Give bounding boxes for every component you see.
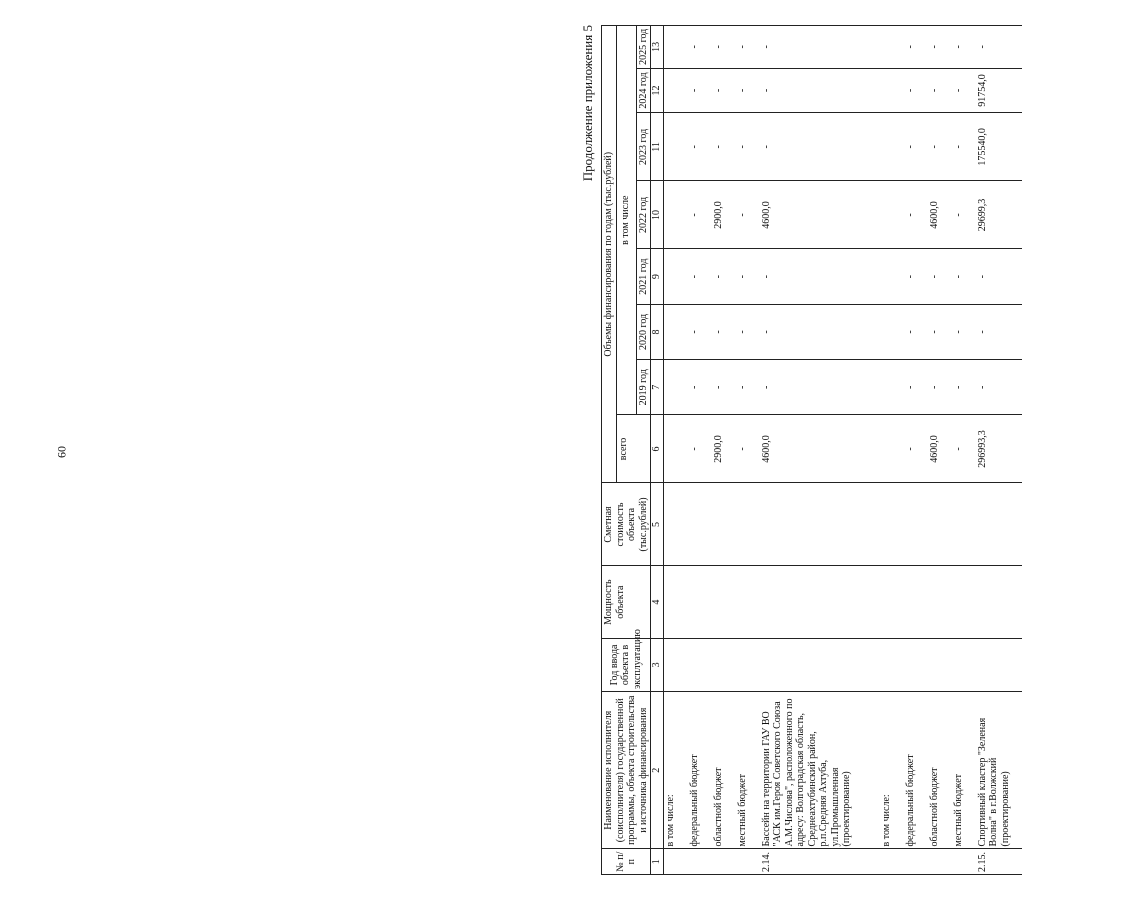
row-cell: -	[688, 68, 712, 113]
row-cell: -	[952, 181, 976, 249]
table-row	[976, 26, 1022, 875]
colnum-5: 5	[651, 483, 664, 566]
row-cell: -	[904, 360, 928, 415]
row-cell: -	[736, 360, 760, 415]
row-cell	[663, 360, 688, 415]
row-cell	[976, 483, 1022, 566]
row-cell: 4600,0	[928, 415, 952, 483]
colnum-10: 10	[651, 181, 664, 249]
row-cell: -	[736, 415, 760, 483]
colnum-2: 2	[651, 692, 664, 849]
row-index	[712, 849, 736, 875]
colnum-1: 1	[651, 849, 664, 875]
row-cell: 2900,0	[712, 415, 736, 483]
row-cell	[736, 638, 760, 691]
row-cell: -	[688, 249, 712, 304]
row-cell	[712, 566, 736, 638]
header-name: Наименование исполнителя (соисполнителя) государственной программы, объекта строительства и источника финансирования	[602, 692, 651, 849]
colnum-6: 6	[651, 415, 664, 483]
row-cell: -	[976, 304, 1022, 359]
row-cell	[880, 360, 904, 415]
row-cell: -	[760, 304, 880, 359]
header-power: Мощность объекта	[602, 566, 651, 638]
row-cell: 4600,0	[760, 181, 880, 249]
row-cell	[760, 638, 880, 691]
row-cell	[928, 566, 952, 638]
row-cell: -	[736, 304, 760, 359]
row-cell	[880, 638, 904, 691]
row-index	[688, 849, 712, 875]
header-year-2025: 2025 год	[636, 26, 651, 69]
row-cell: -	[952, 26, 976, 69]
table-body	[663, 26, 1022, 875]
row-cell: -	[904, 68, 928, 113]
row-cell	[880, 113, 904, 181]
header-num: № п/п	[602, 849, 651, 875]
row-cell: -	[904, 26, 928, 69]
header-year-2021: 2021 год	[636, 249, 651, 304]
row-cell: -	[904, 249, 928, 304]
row-cell	[663, 249, 688, 304]
row-cell	[904, 566, 928, 638]
header-total: всего	[616, 415, 651, 483]
row-cell	[880, 249, 904, 304]
row-cell	[712, 638, 736, 691]
financing-table	[601, 25, 1022, 875]
table-row	[928, 26, 952, 875]
row-cell: -	[904, 415, 928, 483]
rotated-page	[582, 25, 1147, 875]
row-cell: 2900,0	[712, 181, 736, 249]
row-cell	[663, 181, 688, 249]
row-cell	[928, 638, 952, 691]
row-cell: -	[712, 113, 736, 181]
row-name: Спортивный кластер "Зеленая Волна" в г.Волжский (проектирование)	[976, 692, 1022, 849]
row-cell	[663, 483, 688, 566]
table-row	[760, 26, 880, 875]
row-cell: -	[688, 415, 712, 483]
colnum-8: 8	[651, 304, 664, 359]
row-cell: -	[688, 113, 712, 181]
table-row	[736, 26, 760, 875]
row-index	[928, 849, 952, 875]
row-index: 2.15.	[976, 849, 1022, 875]
header-year-2020: 2020 год	[636, 304, 651, 359]
row-cell: 175540,0	[976, 113, 1022, 181]
row-cell: 296993,3	[976, 415, 1022, 483]
row-name: федеральный бюджет	[904, 692, 928, 849]
row-name: местный бюджет	[952, 692, 976, 849]
header-year: Год ввода объекта в эксплуатацию	[602, 638, 651, 691]
row-index	[736, 849, 760, 875]
row-cell: -	[760, 68, 880, 113]
row-cell: -	[736, 249, 760, 304]
row-cell	[663, 566, 688, 638]
row-cell	[663, 26, 688, 69]
header-year-2019: 2019 год	[636, 360, 651, 415]
header-incl: в том числе	[616, 26, 636, 415]
row-cell: -	[952, 249, 976, 304]
colnum-9: 9	[651, 249, 664, 304]
colnum-13: 13	[651, 26, 664, 69]
row-cell	[880, 181, 904, 249]
row-cell: -	[736, 181, 760, 249]
row-cell: -	[712, 360, 736, 415]
table-row	[952, 26, 976, 875]
row-cell: 29699,3	[976, 181, 1022, 249]
row-cell: -	[976, 360, 1022, 415]
row-cell	[663, 113, 688, 181]
row-cell	[880, 26, 904, 69]
row-cell: -	[760, 26, 880, 69]
row-cell: -	[952, 415, 976, 483]
row-cell	[976, 566, 1022, 638]
row-index: 2.14.	[760, 849, 880, 875]
row-cell	[736, 566, 760, 638]
row-cell: -	[928, 360, 952, 415]
page-number: 60	[54, 446, 69, 458]
row-name: местный бюджет	[736, 692, 760, 849]
row-cell	[663, 415, 688, 483]
header-cost: Сметная стоимость объекта (тыс.рублей)	[602, 483, 651, 566]
row-cell	[880, 483, 904, 566]
row-cell	[663, 68, 688, 113]
row-cell: -	[928, 249, 952, 304]
row-name: областной бюджет	[928, 692, 952, 849]
row-cell: -	[952, 113, 976, 181]
table-row	[663, 26, 688, 875]
colnum-12: 12	[651, 68, 664, 113]
row-cell	[880, 304, 904, 359]
header-year-2022: 2022 год	[636, 181, 651, 249]
row-name: в том числе:	[663, 692, 688, 849]
row-cell: -	[952, 68, 976, 113]
row-cell	[952, 483, 976, 566]
row-cell	[688, 566, 712, 638]
header-funding: Объемы финансирования по годам (тыс.рублей)	[602, 26, 617, 484]
row-cell	[904, 638, 928, 691]
row-cell: -	[904, 304, 928, 359]
table-row	[904, 26, 928, 875]
table-row	[880, 26, 904, 875]
row-cell: 4600,0	[760, 415, 880, 483]
row-cell	[880, 68, 904, 113]
header-year-2023: 2023 год	[636, 113, 651, 181]
row-cell: -	[736, 26, 760, 69]
row-cell	[928, 483, 952, 566]
row-cell	[952, 566, 976, 638]
row-cell	[760, 483, 880, 566]
row-cell: -	[928, 68, 952, 113]
row-cell	[712, 483, 736, 566]
header-year-2024: 2024 год	[636, 68, 651, 113]
row-cell: -	[712, 249, 736, 304]
row-cell	[952, 638, 976, 691]
row-cell	[736, 483, 760, 566]
row-cell: -	[952, 360, 976, 415]
row-cell	[663, 304, 688, 359]
row-cell: -	[928, 26, 952, 69]
table-row	[688, 26, 712, 875]
row-cell: -	[976, 249, 1022, 304]
row-cell: -	[904, 113, 928, 181]
row-cell	[976, 638, 1022, 691]
row-cell: -	[760, 360, 880, 415]
row-index	[952, 849, 976, 875]
colnum-11: 11	[651, 113, 664, 181]
appendix-title: Продолжение приложения 5	[580, 25, 595, 182]
row-cell: -	[688, 360, 712, 415]
row-cell: 91754,0	[976, 68, 1022, 113]
row-cell: -	[688, 304, 712, 359]
row-cell	[880, 566, 904, 638]
row-index	[663, 849, 688, 875]
row-cell: -	[712, 26, 736, 69]
row-index	[904, 849, 928, 875]
row-cell	[688, 483, 712, 566]
row-cell: -	[688, 181, 712, 249]
row-cell: -	[928, 304, 952, 359]
row-cell	[760, 566, 880, 638]
row-cell: 4600,0	[928, 181, 952, 249]
row-cell: -	[952, 304, 976, 359]
table-row	[712, 26, 736, 875]
colnum-4: 4	[651, 566, 664, 638]
row-cell	[904, 483, 928, 566]
row-name: Бассейн на территории ГАУ ВО "АСК им.Героя Советского Союза А.М.Числова", расположенного по адресу: Волгоградская область, Среднеахтубинский район, р.п.Средняя Ахтуба, ул.Промышленная (проектирование)	[760, 692, 880, 849]
row-cell: -	[736, 68, 760, 113]
row-cell: -	[928, 113, 952, 181]
row-cell: -	[904, 181, 928, 249]
row-cell: -	[712, 304, 736, 359]
row-cell: -	[736, 113, 760, 181]
row-name: в том числе:	[880, 692, 904, 849]
row-cell: -	[712, 68, 736, 113]
row-cell	[663, 638, 688, 691]
row-cell: -	[976, 26, 1022, 69]
row-cell: -	[760, 249, 880, 304]
row-index	[880, 849, 904, 875]
colnum-3: 3	[651, 638, 664, 691]
row-cell	[688, 638, 712, 691]
row-cell	[880, 415, 904, 483]
row-cell: -	[688, 26, 712, 69]
colnum-7: 7	[651, 360, 664, 415]
row-cell: -	[760, 113, 880, 181]
row-name: федеральный бюджет	[688, 692, 712, 849]
row-name: областной бюджет	[712, 692, 736, 849]
